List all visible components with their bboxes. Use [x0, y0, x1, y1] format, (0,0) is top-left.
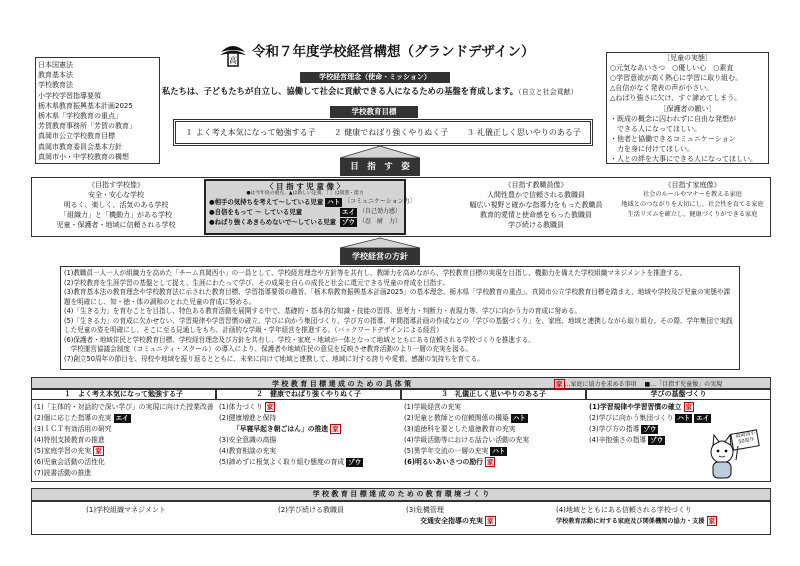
family-image-title: 《目指す家庭像》	[664, 181, 721, 189]
measure-column	[404, 402, 583, 468]
child-image-text: ●ねばり強くあきらめないで～している児童	[209, 218, 336, 227]
measure-item	[589, 402, 768, 413]
measure-item	[219, 413, 398, 424]
child-image-tag: ゾウ	[341, 217, 355, 226]
goal-box	[173, 119, 593, 146]
child-image-ability: 〔コミュニケーション力〕	[344, 198, 416, 206]
measure-item	[219, 446, 398, 457]
measure-item-text: (5)家庭学習の充実	[34, 447, 92, 455]
reality-box	[606, 52, 769, 164]
goal-item-3: ３ 礼儀正しく思いやりのある子	[466, 127, 581, 137]
env-item-text: (4)地域とともにある信頼される学校づくり	[556, 506, 692, 514]
policy-line: (2)学校教育を生涯学習の基盤として捉え、生涯にわたって学び、その成果を自らの成長と社会に還元できる児童の育成を目指す。	[64, 278, 449, 287]
measure-item-text: (6)児童会活動の活性化	[34, 458, 105, 466]
guardian-wish-line: ・他者と協働できるコミュニケーション	[610, 134, 736, 143]
env-item	[36, 505, 216, 516]
children-state-line: ○学習意欲が高く熱心に学習に取り組む。	[610, 73, 743, 82]
policy-line: (3)教育基本法の教育理念や学校教育法に示された教育目標、学習指導要領の趣旨、「栃木県教育振興基本計画2025」の基本理念、栃木県「学校教育の重点」、真岡市公立学校教育目標を踏まえ、地域や学校及び児童の実態や課題を明確にし、知・徳・体の調和のとれた児童の育成に努める。	[64, 288, 731, 306]
child-image-title: 〈 目 指 す 児 童 像 〉	[265, 182, 345, 191]
measure-item	[219, 457, 398, 468]
env-item-sub	[556, 516, 766, 527]
child-image-tag: ハト	[327, 197, 341, 206]
law-item: 栃木県「学校教育の重点」	[38, 112, 122, 121]
school-emblem	[217, 38, 249, 70]
ie-badge: 家	[708, 517, 715, 525]
measure-item-tag: ゾウ	[650, 436, 664, 444]
children-state-list	[610, 63, 765, 103]
emblem-glyph: 高	[229, 56, 237, 65]
policy-line: (7)創立50周年の節目を、母校や地域を振り返るとともに、未来に向けて地域と連携して、地域に対する誇りや愛着、感謝の気持ちを育てる。	[64, 354, 484, 363]
ie-badge: 家	[266, 403, 274, 411]
legend-text-1: …家庭に協力を求める事項	[564, 381, 637, 388]
measure-item-text: (4)辛抱強さの指導	[589, 436, 647, 444]
measure-item	[34, 446, 213, 457]
family-image-line: 生活リズムを確立し、健康づくりができる家庭	[627, 211, 758, 218]
school-image-line: 児童・保護者・地域に信頼される学校	[56, 221, 176, 229]
measure-item-tag: ゾウ	[643, 425, 657, 433]
measure-item	[219, 435, 398, 446]
env-item-text: (3)危機管理	[406, 506, 444, 514]
child-image-item	[209, 197, 416, 207]
family-image-line: 社会のルールやマナーを教える家庭	[643, 191, 742, 198]
legend-ie-badge: 家	[556, 380, 563, 388]
measure-item-tag: ハト	[512, 414, 526, 422]
measure-column-title: ３ 礼儀正しく思いやりのある子	[401, 389, 586, 400]
policy-box	[60, 266, 740, 370]
child-image-text: ●自信をもって ～ している児童	[209, 208, 303, 217]
measure-item	[34, 424, 213, 435]
measure-item	[219, 424, 398, 435]
ie-badge: 家	[487, 517, 494, 525]
env-title: 学 校 教 育 目 標 達 成 の た め の 教 育 環 境 づ く り	[312, 490, 490, 498]
school-image-line: 安全・安心な学校	[88, 191, 144, 199]
measure-item	[34, 468, 213, 479]
guardian-wishes-title: ［保護者の願い］	[659, 104, 716, 113]
measure-item	[404, 435, 583, 446]
measure-item-text: (6)明るいあいさつの励行	[404, 458, 483, 466]
emblem-icon	[217, 38, 249, 70]
teacher-image-line: 学び続ける教職員	[508, 221, 564, 229]
child-image-item	[209, 207, 401, 217]
policy-arrow	[310, 238, 450, 266]
school-image-line: 明るく、楽しく、活気のある学校	[63, 201, 169, 209]
measure-item-text: (2)健康増進と保持	[219, 414, 277, 422]
measure-column-title: 学びの基盤づくり	[586, 389, 771, 400]
measure-column	[219, 402, 398, 468]
goal-item-2: ２ 健康でねばり強くやりぬく子	[333, 127, 449, 137]
env-item	[556, 505, 766, 527]
measure-item-tag: ゾウ	[348, 458, 362, 466]
env-item	[221, 505, 401, 516]
children-state-line: △ねばり強さに欠け、すぐ諦めてしまう。	[610, 93, 742, 102]
measure-item	[404, 413, 583, 424]
law-item: 真岡市教育委員会基本方針	[38, 142, 122, 151]
teacher-image-line: 教育的愛情と使命感をもった教職員	[480, 211, 592, 219]
measure-item-text: (4)学級活動等における話合い活動の充実	[404, 436, 530, 444]
measure-item	[34, 413, 213, 424]
ie-badge: 家	[332, 425, 339, 433]
school-image-title: 《目指す学校像》	[88, 181, 144, 189]
measure-item-text: (1)「主体的・対話的で深い学び」の実現に向けた授業改善	[34, 403, 214, 411]
child-image-tag: エイ	[341, 207, 355, 216]
measure-item	[589, 413, 768, 424]
measure-item	[219, 402, 398, 413]
policy-line: (6)保護者・地域住民と学校教育目標、学校経営理念及び方針を共有し、学校・家庭・地域が一体となって地域とともにある信頼される学校づくりを推進する。	[64, 335, 535, 344]
law-item: 栃木県教育振興基本計画2025	[38, 101, 133, 110]
teacher-image-title: 《目指す教職員像》	[504, 181, 568, 189]
measure-column-title: ２ 健康でねばり強くやりぬく子	[216, 389, 401, 400]
family-image	[615, 180, 770, 220]
law-item: 教育基本法	[38, 71, 73, 80]
law-item: 小学校学習指導要領	[38, 91, 101, 100]
policy-list	[64, 269, 736, 364]
ie-badge: 家	[95, 447, 102, 455]
policy-line: (5)「生きる力」の育成に欠かせない、学習規律や学習習慣の確立、学びに向かう集団づくり、学び方の指導、年間指導計画の作成などの「学びの基盤づくり」を、家庭、地域と連携しながら取り組む。その際、学年集団で実践した児童の姿を明確にし、そこに至る見通しをもち、計画的な学級・学年経営を推進する。（バックワードデザインによる経営）	[64, 316, 733, 334]
mission-note: （自立と社会貢献）	[518, 88, 578, 96]
measure-column-title: １ よく考え本気になって勉強する子	[31, 389, 216, 400]
child-image-text: ●相手の気持ちを考えて～している児童	[209, 198, 324, 207]
measure-item-text: (7)読書活動の推進	[34, 469, 92, 477]
child-image-legend: ●は今年度の重点、▲は新しい定義、〔 〕は資質・能力	[246, 191, 364, 197]
measure-item-text: (5)諦めずに根気よく取り組む態度の育成	[219, 458, 345, 466]
laws-list	[38, 60, 157, 162]
measure-item-text: 「早寝早起き朝ごはん」の推進	[233, 425, 329, 433]
measure-item-tag: ハト	[492, 447, 506, 455]
guardian-wishes-list	[610, 114, 765, 164]
policy-line: (1)教職員一人一人が組織力を高めた「チーム真岡西小」の一員として、学校経営理念や方針等を共有し、教師力を高めながら、学校教育目標の実現を目指し、機動力を備えた学校組織マネジメントを推進する。	[64, 269, 687, 277]
measure-item-text: (3)安全意識の高揚	[219, 436, 277, 444]
measure-item-text: (3)学び方の指導	[589, 425, 640, 433]
mission-row	[162, 86, 610, 97]
guardian-wish-line: ・既成の概念に囚われずに自由な発想が	[610, 114, 736, 123]
measures-header	[31, 377, 771, 389]
mezasu-arrow	[310, 146, 450, 176]
measure-item	[404, 457, 583, 468]
family-image-line: 地域とのつながりを大切にし、社会性を育てる家庭	[621, 201, 764, 208]
measure-item	[34, 435, 213, 446]
goal-item-1: １ よく考え本気になって勉強する子	[185, 127, 316, 137]
children-state-line: ○元気なあいさつ ○優しい心 ○素直	[610, 63, 734, 72]
teacher-image-line: 幅広い視野と確かな指導力をもった教職員	[469, 201, 603, 209]
measures-title: 学 校 教 育 目 標 達 成 の た め の 具 体 策	[272, 380, 412, 388]
guardian-wish-line: 力を身に付けてほしい。	[610, 144, 694, 153]
policy-line: 学校運営協議会制度（コミュニティ・スクール）の導入により、保護者や地域住民の意見を反映させ教育活動のより一層の充実を図る。	[64, 345, 473, 353]
measure-item	[34, 402, 213, 413]
measure-item-text: (1)学級経営の充実	[404, 403, 462, 411]
law-item: 真岡市公立学校教育目標	[38, 132, 115, 141]
law-item: 日本国憲法	[38, 61, 73, 69]
measure-item-text: (4)特別支援教育の推進	[34, 436, 105, 444]
env-item-sub-text: 交通安全指導の充実	[420, 517, 483, 525]
measure-item-text: (2)個に応じた指導の充実	[34, 414, 112, 422]
measure-item-text: (3)道徳科を要とした道徳教育の充実	[404, 425, 516, 433]
mascot-sign: 真岡西小 50周年	[735, 430, 756, 446]
env-item-sub-text: 学校教育活動に対する家庭及び関係機関の協力・支援	[556, 518, 705, 525]
teacher-image	[461, 180, 611, 230]
measure-item-text: (2)学びに向かう集団づくり	[589, 414, 674, 422]
child-image-ability: （忍 耐 力）	[358, 218, 401, 226]
env-item-text: (1)学校組織マネジメント	[86, 506, 166, 514]
measure-item	[404, 424, 583, 435]
law-item: 芳賀教育事務所「芳賀の教育」	[38, 122, 136, 131]
laws-box	[35, 57, 160, 164]
law-item: 真岡市小・中学校教育の構想	[38, 152, 129, 161]
measure-item-tag: エイ	[115, 414, 129, 422]
child-image-ability: （自己効力感）	[358, 208, 401, 216]
measure-item-tag: エイ	[696, 414, 710, 422]
measure-item-text: (3)ＩＣＴ有効活用の研究	[34, 425, 112, 433]
measure-item-text: (4)教育相談の充実	[219, 447, 277, 455]
measure-item-text: (2)児童と教師との信頼関係の構築	[404, 414, 509, 422]
measure-item	[404, 446, 583, 457]
measure-item-tag: ハト	[677, 414, 691, 422]
law-item: 学校教育法	[38, 81, 73, 90]
measure-item-text: (5)異学年交流の一層の充実	[404, 447, 489, 455]
mission-label: 学校経営理念（使命・ミッション）	[300, 72, 450, 83]
policy-line: (4)「生きる力」を育むことを目指し、特色ある教育活動を展開する中で、基礎的・基本的な知識・技能の習得、思考力・判断力・表現力等、学びに向かう力の育成に努める。	[64, 307, 581, 315]
guardian-wish-line: ・人との絆を大事にできる人になってほしい。	[610, 154, 757, 163]
env-item-text: (2)学び続ける教職員	[278, 506, 344, 514]
school-image	[36, 180, 196, 230]
mezasu-label: 目 指 す 姿	[350, 162, 410, 172]
measure-item-text: (1)学習規律や学習習慣の確立	[589, 403, 682, 411]
env-header	[31, 488, 771, 501]
mascot	[702, 430, 762, 482]
measure-item	[34, 457, 213, 468]
children-state-line: △自信がなく発表の声が小さい。	[610, 83, 714, 92]
goal-label: 学校教育目標	[330, 106, 418, 118]
ie-badge: 家	[486, 458, 494, 466]
measure-item-text: (1)体力づくり	[219, 403, 263, 411]
mission-text: 私たちは、子どもたちが自立し、協働して社会に貢献できる人になるための基盤を育成します。	[162, 86, 519, 96]
page-title: 令和７年度学校経営構想（グランドデザイン）	[252, 44, 535, 60]
ie-badge: 家	[685, 403, 693, 411]
legend-text-2: ■…「目指す児童像」の実現	[644, 381, 723, 388]
school-image-line: 「組織力」と「機動力」がある学校	[60, 211, 172, 219]
child-image-box	[204, 179, 416, 235]
guardian-wish-line: できる人になってほしい。	[610, 124, 701, 133]
child-image-item	[209, 217, 401, 227]
children-state-title: ［児童の実態］	[663, 54, 712, 62]
teacher-image-line: 人間性豊かで信頼される教職員	[487, 191, 585, 199]
policy-label: 学校経営の方針	[352, 252, 408, 261]
measure-item	[404, 402, 583, 413]
measure-column	[34, 402, 213, 479]
